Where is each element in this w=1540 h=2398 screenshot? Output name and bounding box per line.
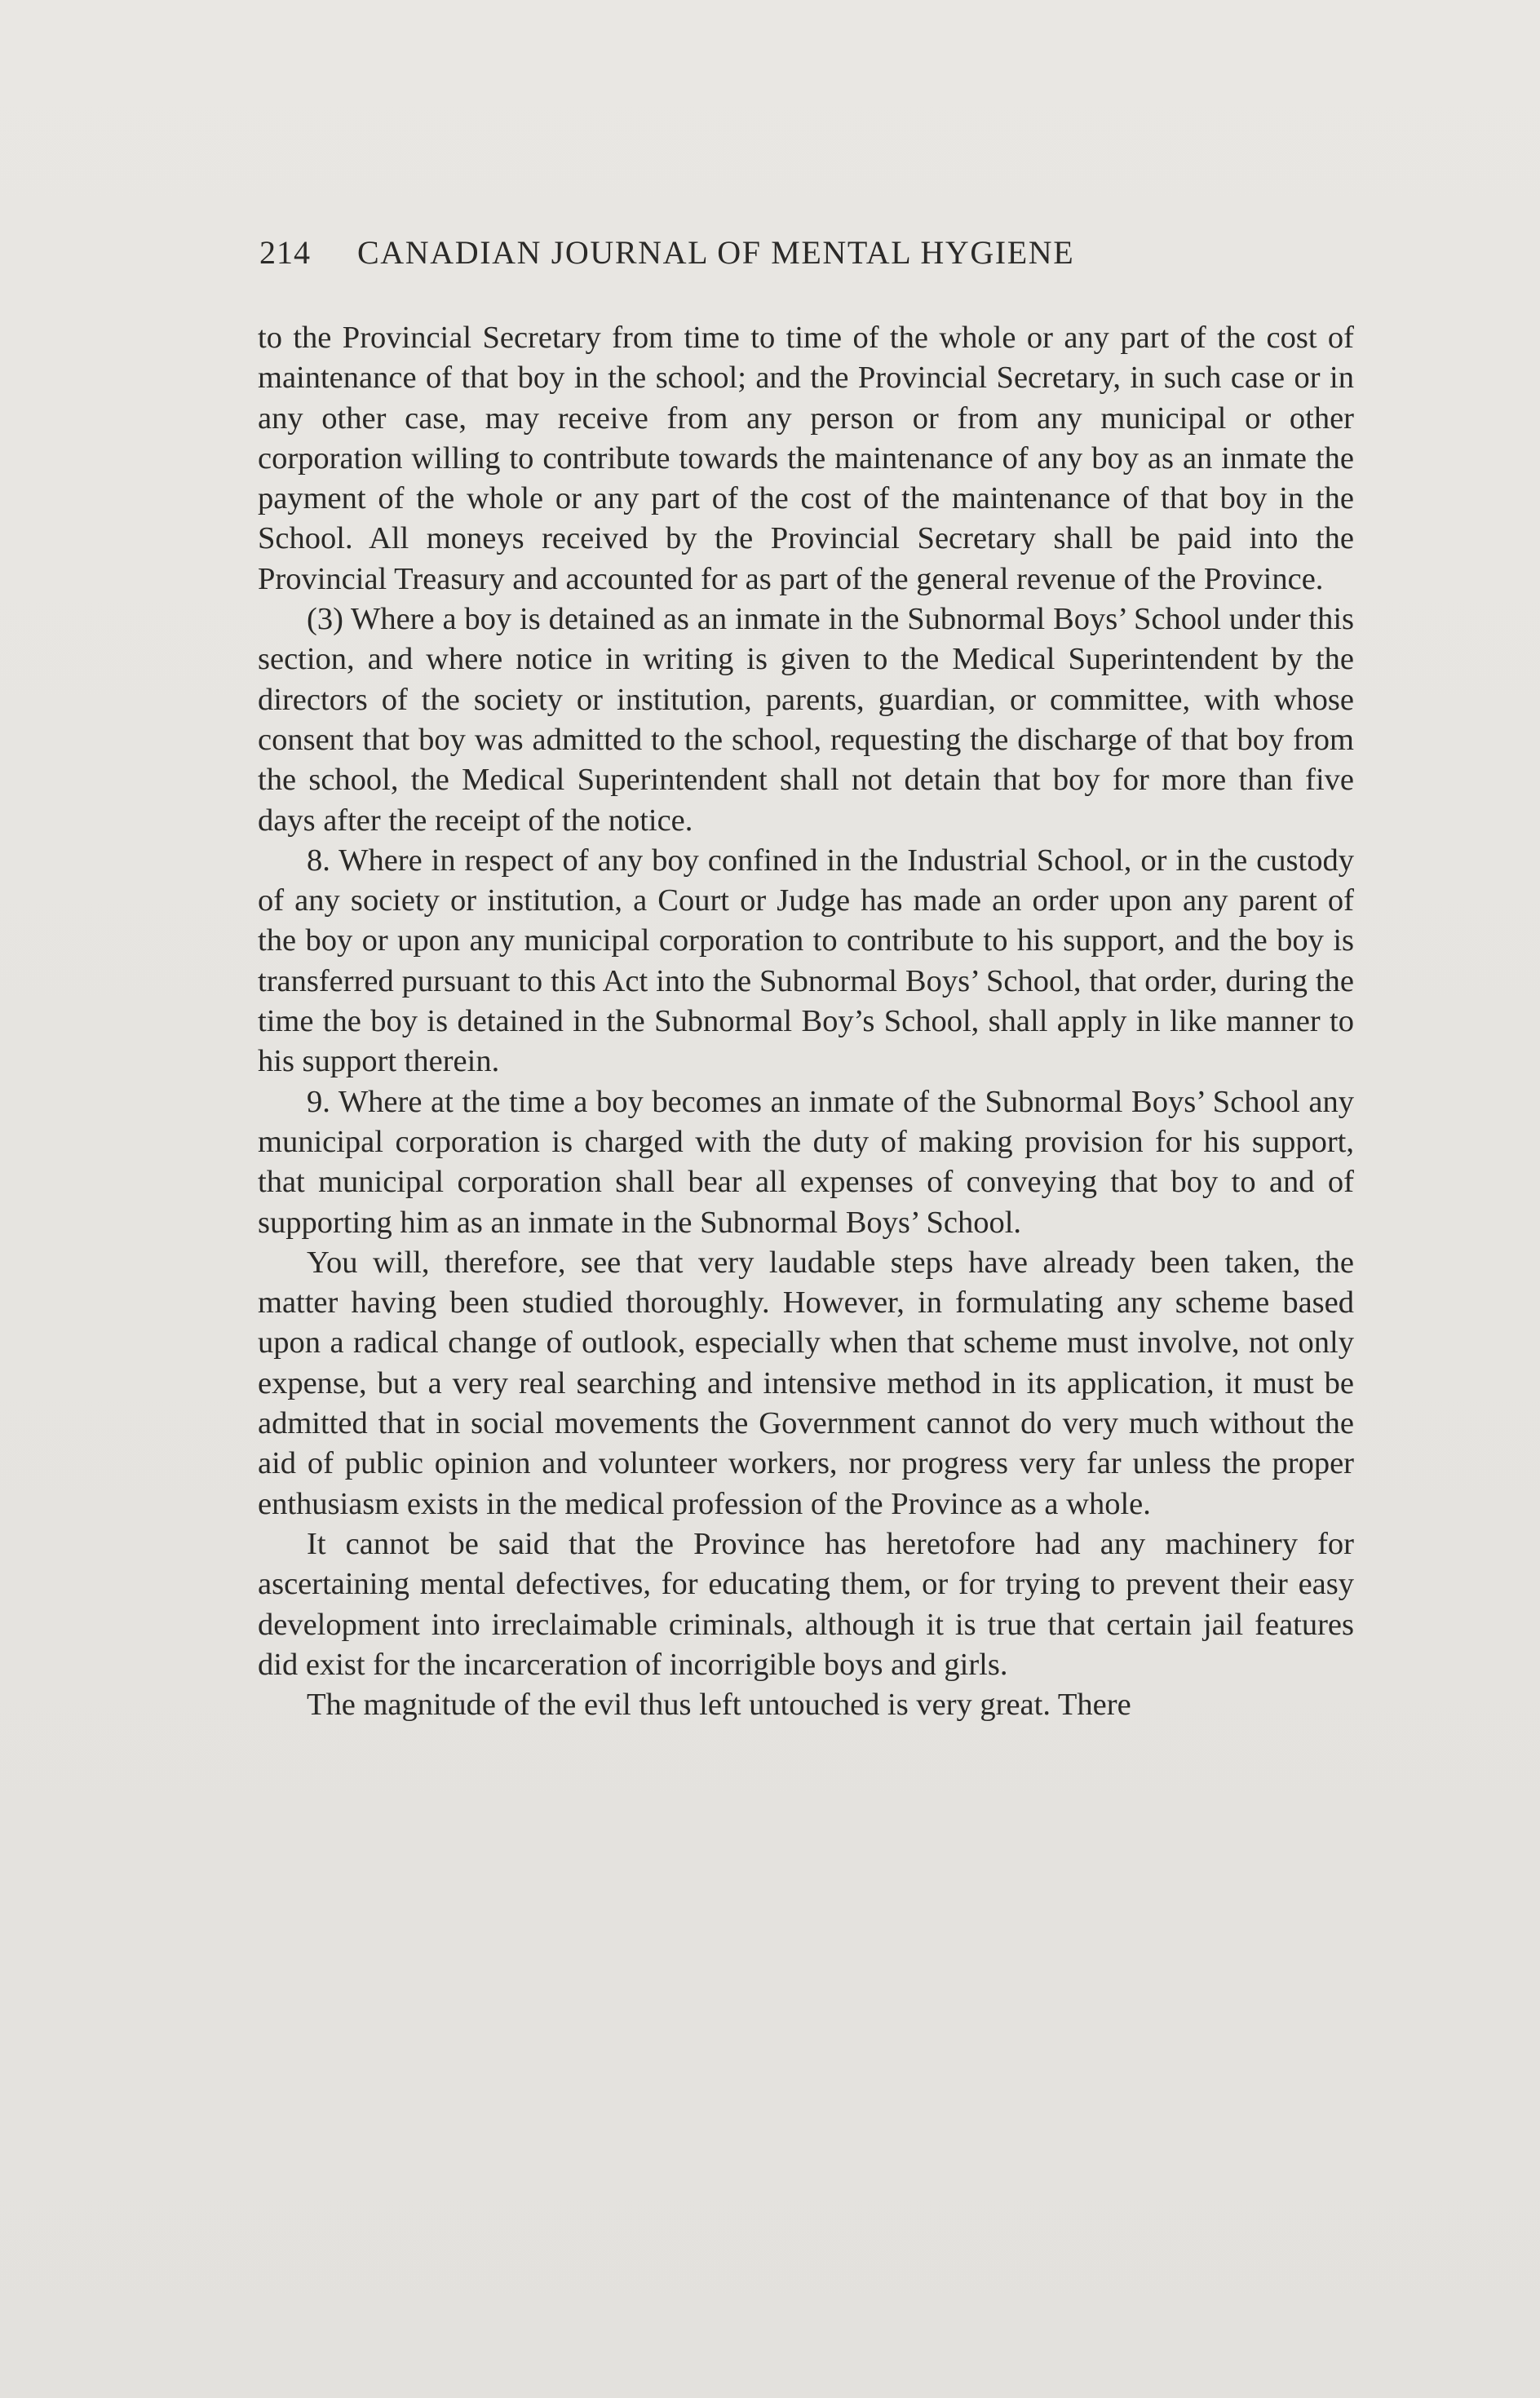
page-number: 214 xyxy=(259,234,311,271)
paragraph-section-3: (3) Where a boy is detained as an inmate in the Subnormal Boys’ School under this section, and where notice in writing is given to the Medical Superintendent by the directors of the society or institution, parents, guardian, or committee, with whose consent that boy was admitted to the school, requesting the discharge of that boy from the school, the Medical Superintendent shall not detain that boy for more than five days after the receipt of the notice. xyxy=(258,602,1354,838)
paragraph-magnitude: The magnitude of the evil thus left untouched is very great. There xyxy=(307,1688,1131,1723)
running-header xyxy=(259,233,1352,282)
paragraph-machinery: It cannot be said that the Province has heretofore had any machinery for ascertaining mental defectives, for educating them, or for trying to prevent their easy development into irreclaimable criminals, although it is true that certain jail features did exist for the incarceration of incorrigible boys and girls. xyxy=(258,1526,1354,1682)
body-text xyxy=(258,318,1354,1725)
paragraph-section-9: 9. Where at the time a boy becomes an inmate of the Subnormal Boys’ School any municipal corporation is charged with the duty of making provision for his support, that municipal corporation shall bear all expenses of conveying that boy to and of supporting him as an inmate in the Subnormal Boys’ School. xyxy=(258,1084,1354,1240)
paragraph-laudable-steps: You will, therefore, see that very laudable steps have already been taken, the matter having been studied thoroughly. However, in formulating any scheme based upon a radical change of outlook, especially when that scheme must involve, not only expense, but a very real searching and intensive method in its application, it must be admitted that in social movements the Government cannot do very much without the aid of public opinion and volunteer workers, nor progress very far unless the proper enthusiasm exists in the medical profession of the Province as a whole. xyxy=(258,1245,1354,1521)
paragraph-section-8: 8. Where in respect of any boy confined in the Industrial School, or in the custody of any society or institution, a Court or Judge has made an order upon any parent of the boy or upon any municipal corporation to contribute to his support, and the boy is transferred pursuant to this Act into the Subnormal Boys’ School, that order, during the time the boy is detained in the Subnormal Boy’s School, shall apply in like manner to his support therein. xyxy=(258,843,1354,1079)
paragraph-continuation: to the Provincial Secretary from time to time of the whole or any part of the cost of maintenance of that boy in the school; and the Provincial Secretary, in such case or in any other case, may receive from any person or from any municipal or other corporation willing to contribute towards the maintenance of any boy as an inmate the payment of the whole or any part of the cost of the maintenance of that boy in the School. All moneys received by the Provincial Secretary shall be paid into the Provincial Treasury and accounted for as part of the general revenue of the Province. xyxy=(258,321,1354,596)
journal-title: CANADIAN JOURNAL OF MENTAL HYGIENE xyxy=(357,234,1075,271)
